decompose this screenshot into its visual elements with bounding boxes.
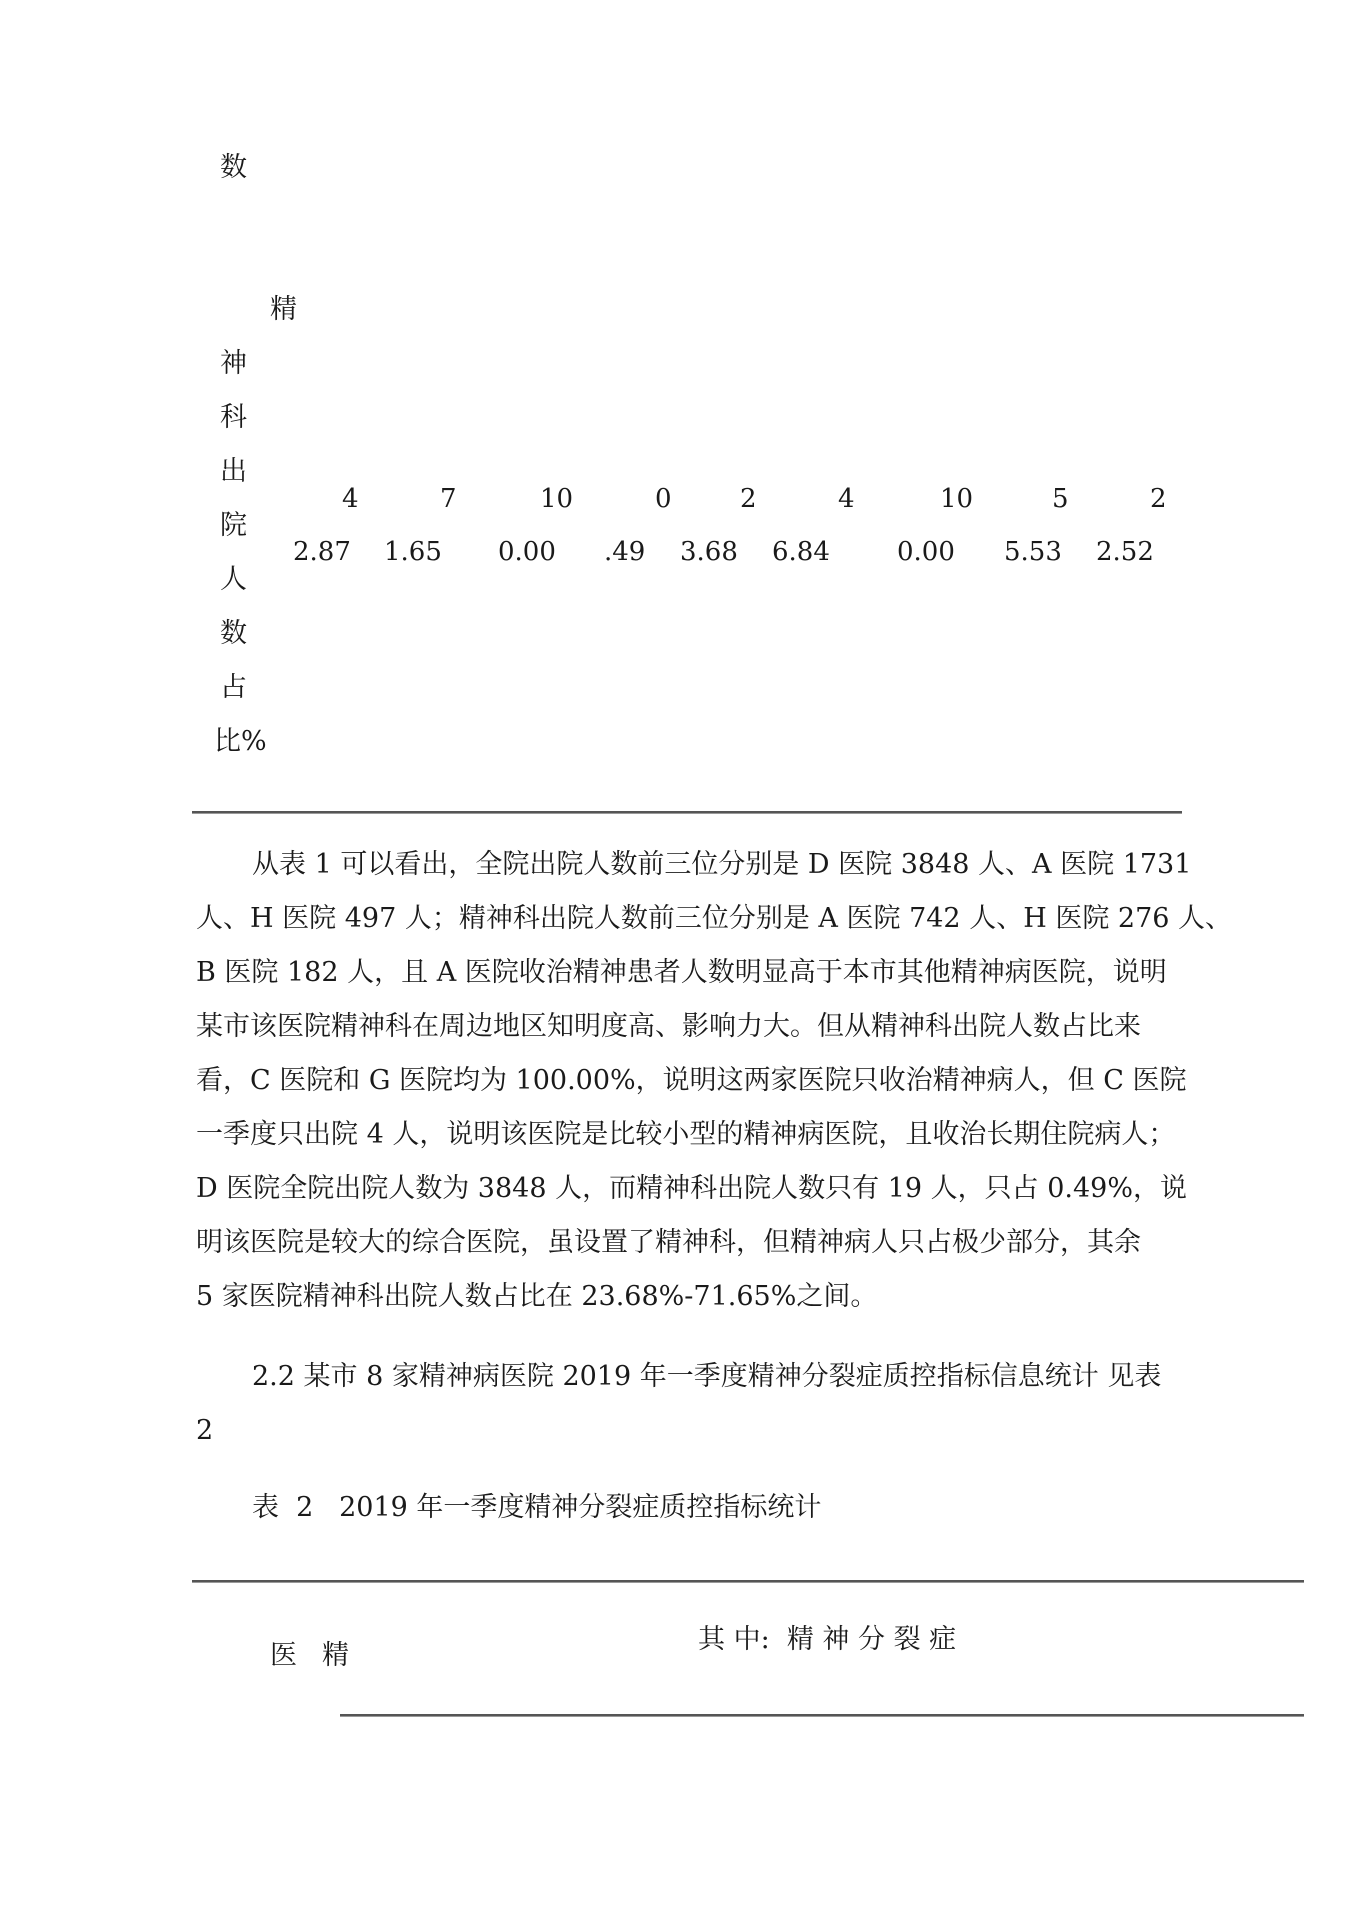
paragraph-line: 一季度只出院 4 人，说明该医院是比较小型的精神病医院，且收治长期住院病人； [196,1119,1176,1150]
row-label-char: 人 [220,564,247,595]
table2-header-hospital-char: 医 [270,1640,297,1671]
body-paragraph [196,838,1233,1324]
paragraph-line: B 医院 182 人，且 A 医院收治精神患者人数明显高于本市其他精神病医院，说明 [196,957,1167,988]
table-cell: 0.00 [897,537,955,567]
table2-top-rule [192,1580,1304,1583]
row-label-char: 神 [220,348,247,379]
table-cell: 2.52 [1096,537,1154,567]
row-label-char: 出 [220,456,247,487]
prev-row-label-tail: 数 [220,152,247,183]
section-heading-line: 2.2 某市 8 家精神病医院 2019 年一季度精神分裂症质控指标信息统计 见表 [252,1361,1162,1392]
row-label-char: 院 [220,510,247,541]
table2-header-subrule [340,1714,1304,1717]
table-cell: 6.84 [772,537,830,567]
table2-header-group-schizophrenia: 其 中: 精 神 分 裂 症 [698,1624,957,1655]
table-cell: .49 [604,537,646,567]
row-label-char: 数 [220,618,247,649]
row-label-char: 比% [214,726,267,757]
section-heading-line: 2 [196,1415,214,1446]
paragraph-line: 某市该医院精神科在周边地区知明度高、影响力大。但从精神科出院人数占比来 [196,1011,1141,1042]
table-cell: 10 [940,484,974,514]
table-cell: 2.87 [293,537,351,567]
paragraph-line: 5 家医院精神科出院人数占比在 23.68%-71.65%之间。 [196,1281,878,1312]
paragraph-line: 人、H 医院 497 人；精神科出院人数前三位分别是 A 医院 742 人、H 医院 276 人、 [196,903,1233,934]
table-cell: 0 [655,484,672,514]
paragraph-line: 从表 1 可以看出，全院出院人数前三位分别是 D 医院 3848 人、A 医院 1731 [252,849,1192,880]
table-cell: 5 [1052,484,1069,514]
paragraph-line: 明该医院是较大的综合医院，虽设置了精神科，但精神病人只占极少部分，其余 [196,1227,1141,1258]
table-cell: 2 [1150,484,1167,514]
section-heading-2-2 [196,1350,1196,1458]
table-cell: 4 [838,484,855,514]
paragraph-line: D 医院全院出院人数为 3848 人，而精神科出院人数只有 19 人，只占 0.49%，说 [196,1173,1187,1204]
table-cell: 3.68 [680,537,738,567]
paragraph-line: 看，C 医院和 G 医院均为 100.00%，说明这两家医院只收治精神病人，但 C 医院 [196,1065,1187,1096]
table2-caption: 表 2 2019 年一季度精神分裂症质控指标统计 [252,1492,822,1523]
table-cell: 4 [342,484,359,514]
table-cell: 7 [440,484,457,514]
row-label-char: 占 [220,672,247,703]
table2-header-psych-char: 精 [322,1640,349,1671]
table-cell: 10 [540,484,574,514]
table-cell: 5.53 [1004,537,1062,567]
table1-bottom-rule [192,811,1182,814]
row-label-char: 精 [270,294,297,325]
table-cell: 1.65 [384,537,442,567]
row-label-char: 科 [220,402,247,433]
table-cell: 0.00 [498,537,556,567]
table-cell: 2 [740,484,757,514]
